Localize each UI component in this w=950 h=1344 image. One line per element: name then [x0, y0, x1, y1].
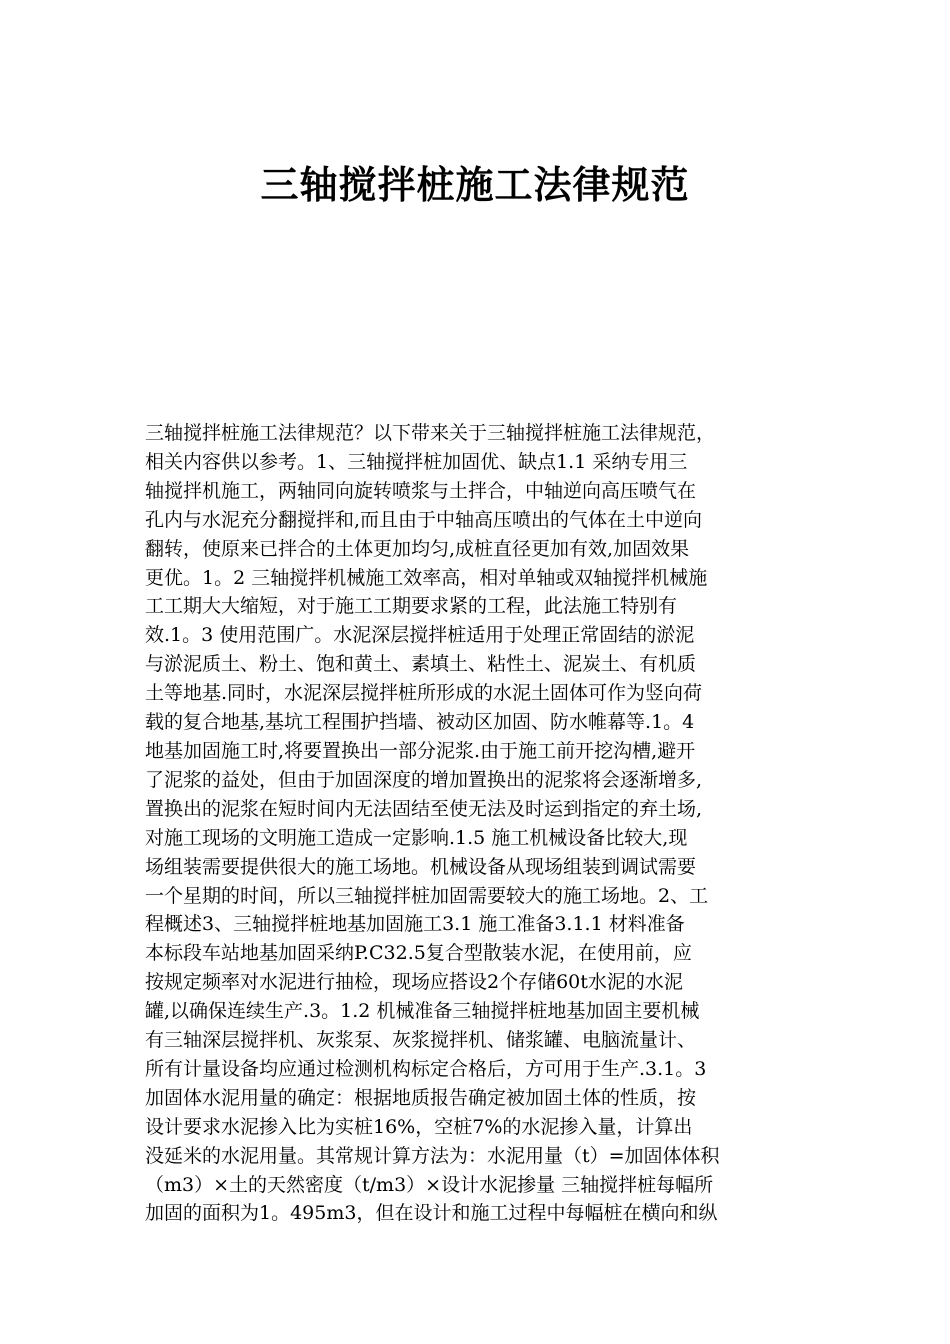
body-line: 对施工现场的文明施工造成一定影响.1.5 施工机械设备比较大,现 [145, 826, 688, 849]
body-line: 相关内容供以参考。1、三轴搅拌桩加固优、缺点1.1 采纳专用三 [145, 450, 688, 473]
document-title: 三轴搅拌桩施工法律规范 [260, 163, 690, 207]
body-line: 场组装需要提供很大的施工场地。机械设备从现场组装到调试需要 [145, 855, 697, 878]
body-line: 所有计量设备均应通过检测机构标定合格后，方可用于生产.3.1。3 [145, 1057, 707, 1080]
body-line: 一个星期的时间，所以三轴搅拌桩加固需要较大的施工场地。2、工 [145, 884, 709, 907]
body-line: 更优。1。2 三轴搅拌机械施工效率高，相对单轴或双轴搅拌机械施 [145, 566, 708, 589]
body-line: 了泥浆的益处，但由于加固深度的增加置换出的泥浆将会逐渐增多, [145, 768, 703, 791]
body-line: 设计要求水泥掺入比为实桩16%，空桩7%的水泥掺入量，计算出 [145, 1115, 693, 1138]
body-line: 三轴搅拌桩施工法律规范？以下带来关于三轴搅拌桩施工法律规范， [145, 422, 716, 444]
document-body [145, 419, 810, 1228]
body-line: 有三轴深层搅拌机、灰浆泵、灰浆搅拌机、储浆罐、电脑流量计、 [145, 1029, 697, 1052]
body-line: 地基加固施工时,将要置换出一部分泥浆.由于施工前开挖沟槽,避开 [145, 739, 696, 762]
body-line: 孔内与水泥充分翻搅拌和,而且由于中轴高压喷出的气体在土中逆向 [145, 508, 703, 531]
body-line: 载的复合地基,基坑工程围护挡墙、被动区加固、防水帷幕等.1。4 [145, 711, 695, 734]
body-line: 程概述3、三轴搅拌桩地基加固施工3.1 施工准备3.1.1 材料准备 [145, 913, 685, 936]
body-line: 置换出的泥浆在短时间内无法固结至使无法及时运到指定的弃土场, [145, 797, 703, 820]
body-line: 效.1。3 使用范围广。水泥深层搅拌桩适用于处理正常固结的淤泥 [145, 624, 695, 647]
body-line: （m3）×土的天然密度（t/m3）×设计水泥掺量 三轴搅拌桩每幅所 [145, 1173, 714, 1196]
body-line: 轴搅拌机施工，两轴同向旋转喷浆与土拌合，中轴逆向高压喷气在 [145, 479, 697, 502]
body-line: 工工期大大缩短，对于施工工期要求紧的工程，此法施工特别有 [145, 595, 678, 618]
body-line: 没延米的水泥用量。其常规计算方法为：水泥用量（t）=加固体体积 [145, 1144, 720, 1167]
body-line: 本标段车站地基加固采纳P.C32.5复合型散装水泥，在使用前，应 [145, 942, 692, 965]
body-line: 加固的面积为1。495m3，但在设计和施工过程中每幅桩在横向和纵 [145, 1202, 718, 1225]
body-line: 与淤泥质土、粉土、饱和黄土、素填土、粘性土、泥炭土、有机质 [145, 653, 697, 676]
body-line: 翻转，使原来已拌合的土体更加均匀,成桩直径更加有效,加固效果 [145, 537, 690, 560]
body-line: 按规定频率对水泥进行抽检，现场应搭设2个存储60t水泥的水泥 [145, 971, 683, 994]
body-line: 加固体水泥用量的确定：根据地质报告确定被加固土体的性质，按 [145, 1086, 697, 1109]
body-line: 土等地基.同时，水泥深层搅拌桩所形成的水泥土固体可作为竖向荷 [145, 682, 703, 705]
body-line: 罐,以确保连续生产.3。1.2 机械准备三轴搅拌桩地基加固主要机械 [145, 1000, 700, 1023]
